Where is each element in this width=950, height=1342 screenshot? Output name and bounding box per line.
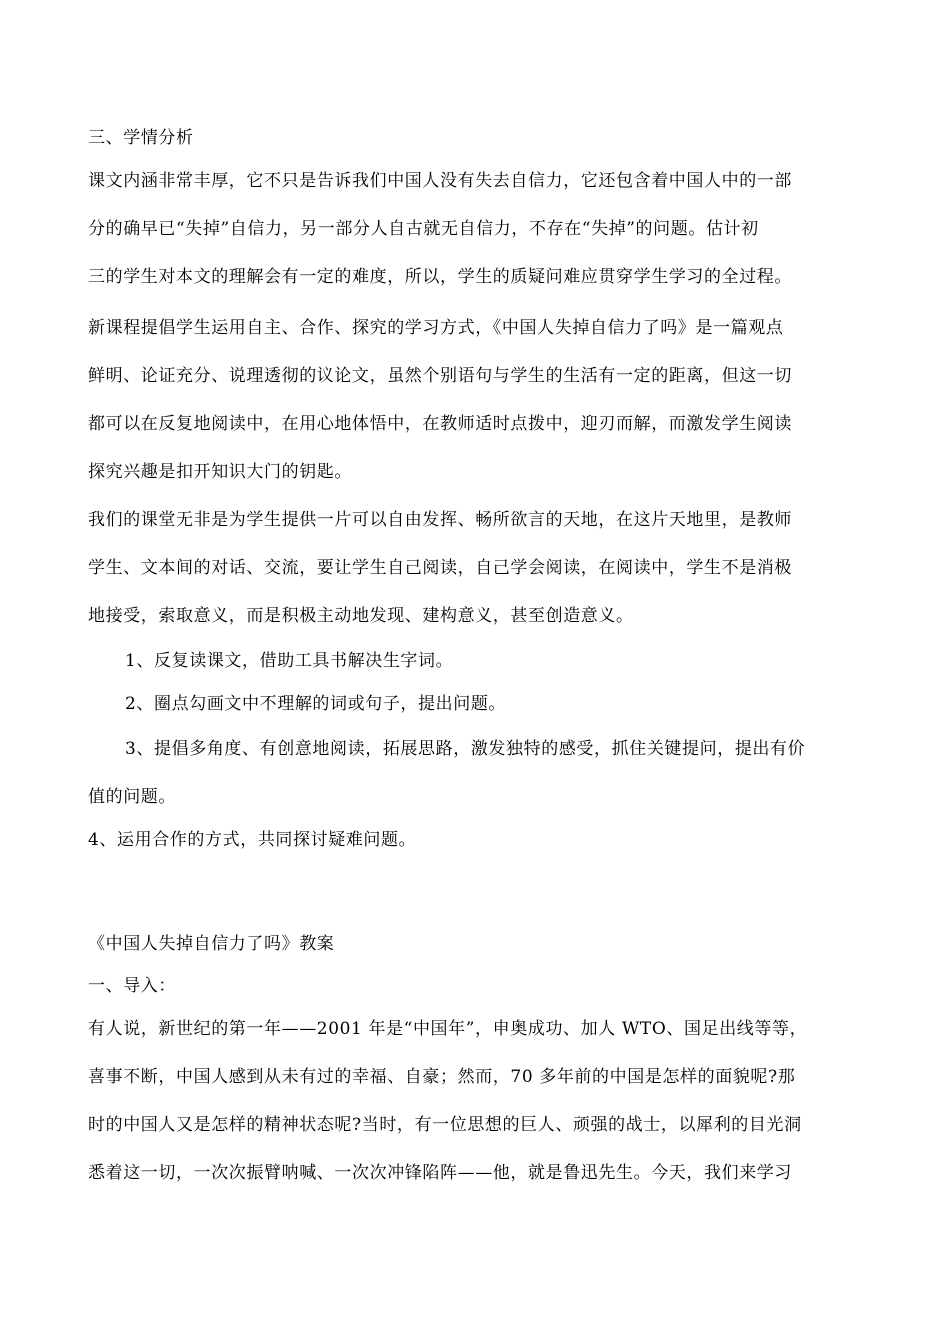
- list-item-2: 2、圈点勾画文中不理解的词或句子，提出问题。: [125, 694, 507, 714]
- paragraph-line: 鲜明、论证充分、说理透彻的议论文，虽然个别语句与学生的生活有一定的距离，但这一切: [88, 366, 792, 386]
- paragraph-line: 探究兴趣是扣开知识大门的钥匙。: [88, 462, 352, 482]
- paragraph-line: 课文内涵非常丰厚，它不只是告诉我们中国人没有失去自信力，它还包含着中国人中的一部: [88, 171, 792, 191]
- section-heading-learning-analysis: 三、学情分析: [88, 128, 194, 148]
- paragraph-line: 悉着这一切，一次次振臂呐喊、一次次冲锋陷阵——他，就是鲁迅先生。今天，我们来学习: [88, 1163, 792, 1183]
- paragraph-line: 有人说，新世纪的第一年——2001 年是“中国年”，申奥成功、加人 WTO、国足出线等等，: [88, 1019, 808, 1039]
- paragraph-line: 时的中国人又是怎样的精神状态呢?当时，有一位思想的巨人、顽强的战士，以犀利的目光洞: [88, 1115, 802, 1135]
- paragraph-line: 学生、文本间的对话、交流，要让学生自己阅读，自己学会阅读，在阅读中，学生不是消极: [88, 558, 792, 578]
- lesson-plan-title: 《中国人失掉自信力了吗》教案: [88, 934, 335, 954]
- intro-heading: 一、导入：: [88, 976, 176, 996]
- paragraph-line: 新课程提倡学生运用自主、合作、探究的学习方式，《中国人失掉自信力了吗》是一篇观点: [88, 318, 784, 338]
- paragraph-line: 喜事不断，中国人感到从未有过的幸福、自豪；然而，70 多年前的中国是怎样的面貌呢?那: [88, 1067, 796, 1087]
- paragraph-line: 都可以在反复地阅读中，在用心地体悟中，在教师适时点拨中，迎刃而解，而激发学生阅读: [88, 414, 792, 434]
- paragraph-line: 分的确早已“失掉”自信力，另一部分人自古就无自信力，不存在“失掉”的问题。估计初: [88, 219, 759, 239]
- paragraph-line: 地接受，索取意义，而是积极主动地发现、建构意义，甚至创造意义。: [88, 606, 634, 626]
- list-item-1: 1、反复读课文，借助工具书解决生字词。: [125, 651, 454, 671]
- paragraph-line: 我们的课堂无非是为学生提供一片可以自由发挥、畅所欲言的天地，在这片天地里，是教师: [88, 510, 792, 530]
- list-item-3-continuation: 值的问题。: [88, 787, 176, 807]
- paragraph-line: 三的学生对本文的理解会有一定的难度，所以，学生的质疑问难应贯穿学生学习的全过程。: [88, 267, 792, 287]
- list-item-4: 4、运用合作的方式，共同探讨疑难问题。: [88, 830, 417, 850]
- list-item-3: 3、提倡多角度、有创意地阅读，拓展思路，激发独特的感受，抓住关键提问，提出有价: [125, 739, 806, 759]
